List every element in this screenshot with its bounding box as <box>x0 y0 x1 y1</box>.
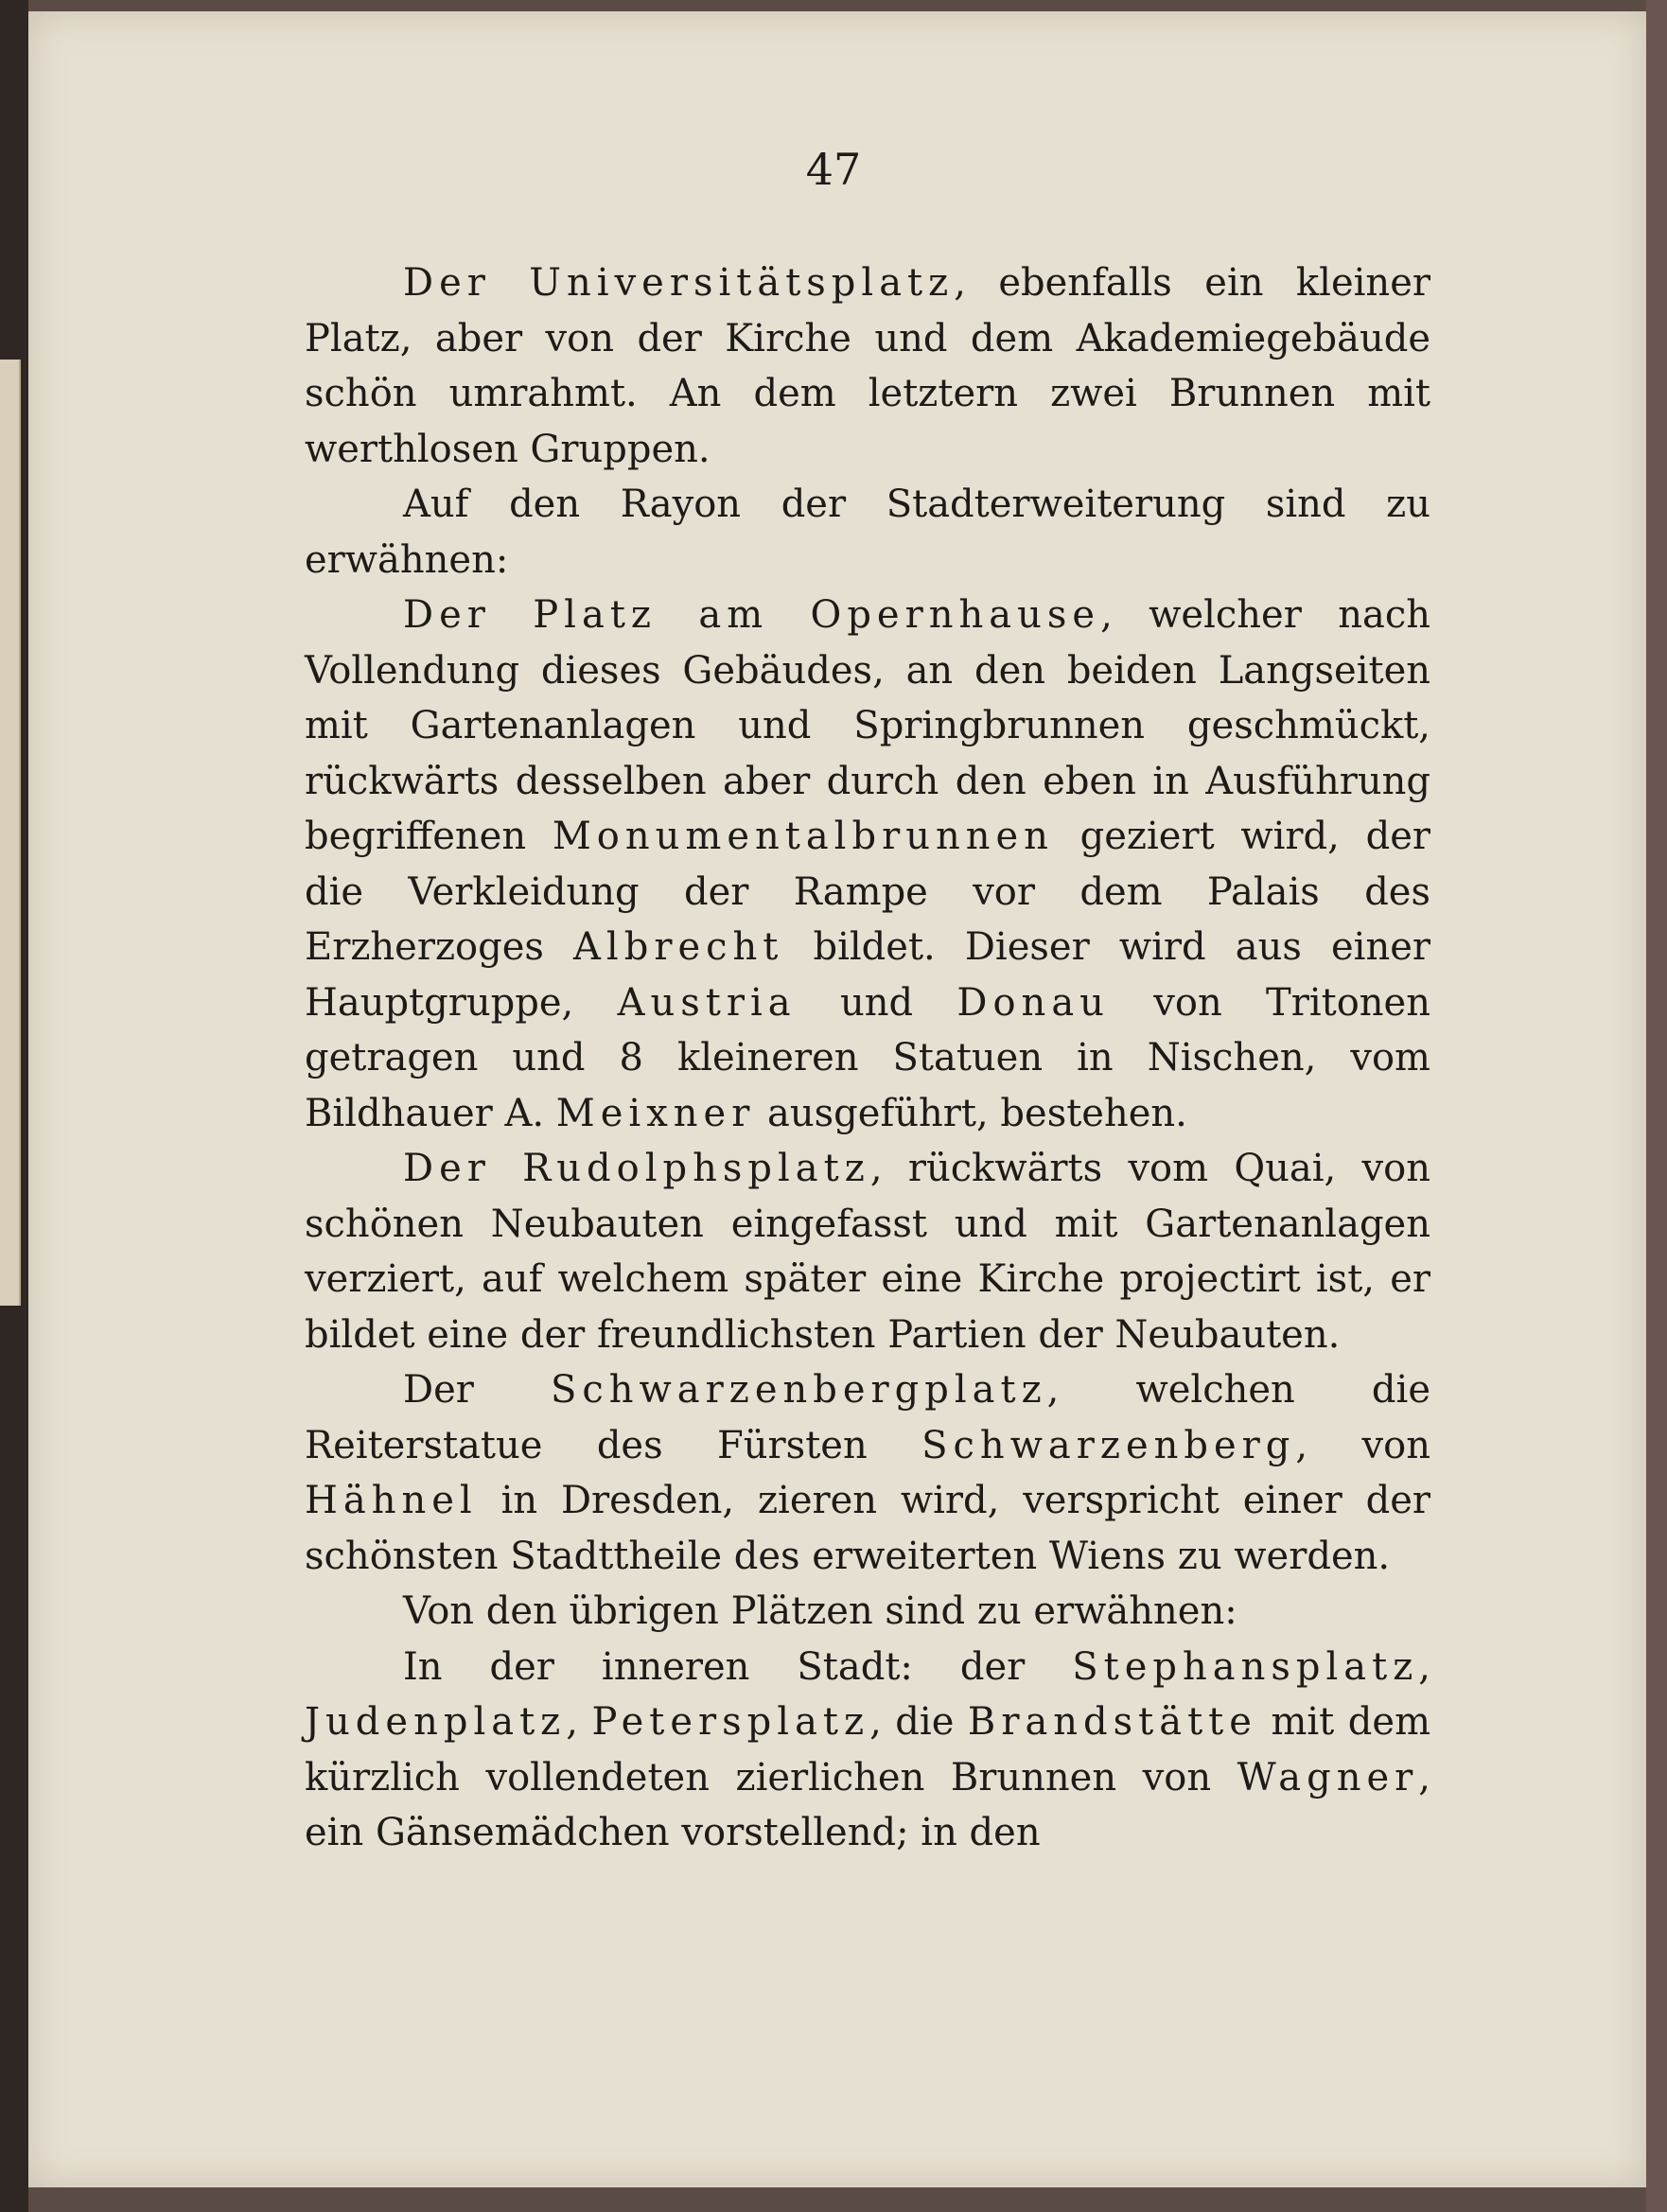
spaced-term: Judenplatz <box>305 1700 567 1744</box>
spaced-term: Monumentalbrunnen <box>552 815 1054 858</box>
spaced-term: Brandstätte <box>967 1700 1257 1744</box>
spaced-term: Schwarzenberg <box>921 1423 1296 1467</box>
text-run: bildet. Dieser wird aus einer Hauptgruppe, <box>305 925 1430 1025</box>
page-number: 47 <box>805 144 862 195</box>
spaced-term: Wagner <box>1237 1755 1419 1799</box>
text-run: in Dresden, zieren wird, verspricht einer der schönsten Stadttheile des erweiterten Wiens zu werden. <box>305 1479 1430 1578</box>
text-run: Auf den Rayon der Stadterweiterung sind zu erwähnen: <box>305 483 1430 582</box>
text-run: In der inneren Stadt: der <box>403 1644 1073 1689</box>
text-run: , rückwärts vom Quai, von schönen Neubauten eingefasst und mit Gartenanlagen verziert, auf welchem später eine Kirche projectirt ist, er bildet eine der freundlichsten Partien der Neubauten. <box>305 1147 1430 1357</box>
text-run: ausgeführt, bestehen. <box>755 1091 1187 1135</box>
text-run: und <box>796 980 957 1025</box>
text-run: Der <box>403 1368 551 1412</box>
text-run: , welcher nach Vollendung dieses Gebäudes, an den beiden Langseiten mit Gartenanlagen und Springbrunnen geschmückt, rückwärts desselben aber durch den eben in Ausführung begriffenen <box>305 593 1431 858</box>
spaced-term: Stephansplatz <box>1072 1644 1419 1689</box>
paragraph <box>305 1584 1430 1640</box>
text-run: , die <box>869 1700 968 1744</box>
paragraph <box>305 1141 1430 1362</box>
spaced-term: Der Universitätsplatz <box>403 261 955 305</box>
spaced-term: Austria <box>617 980 797 1025</box>
text-run: von Tritonen getragen und 8 kleineren Statuen in Nischen, vom Bildhauer A. <box>305 980 1430 1135</box>
spaced-term: Der Platz am Opernhause <box>403 593 1101 637</box>
text-run: mit dem kürzlich vollendeten zierlichen Brunnen von <box>305 1700 1430 1799</box>
spaced-term: Hähnel <box>305 1479 478 1522</box>
spaced-term: Der Rudolphsplatz <box>403 1147 870 1190</box>
spaced-term: Petersplatz <box>591 1700 870 1744</box>
text-run: Von den übrigen Plätzen sind zu erwähnen: <box>403 1589 1237 1633</box>
text-run: , ebenfalls ein kleiner Platz, aber von der Kirche und dem Akademiegebäude schön umrahmt. An dem letztern zwei Brunnen mit werthlosen Gruppen. <box>305 261 1430 471</box>
spaced-term: Donau <box>956 980 1110 1025</box>
paragraph <box>305 255 1430 477</box>
page-leaf-edge <box>0 360 21 1306</box>
text-run: , welchen die Reiterstatue des Fürsten <box>305 1368 1430 1467</box>
paragraph <box>305 588 1430 1141</box>
spaced-term: Meixner <box>555 1091 756 1135</box>
text-run: , ein Gänsemädchen vorstellend; in den <box>305 1755 1430 1854</box>
text-run: geziert wird, der die Verkleidung der Rampe vor dem Palais des Erzherzoges <box>305 815 1431 969</box>
spaced-term: Schwarzenbergplatz <box>550 1368 1047 1412</box>
body-text <box>305 255 1430 1861</box>
book-cover-edge <box>1646 0 1667 2212</box>
paragraph <box>305 1640 1430 1861</box>
text-run: , <box>566 1700 592 1744</box>
paragraph <box>305 1362 1430 1584</box>
text-run: , <box>1418 1644 1430 1689</box>
spaced-term: Albrecht <box>573 925 784 969</box>
text-run: , von <box>1295 1423 1430 1467</box>
paragraph <box>305 477 1430 588</box>
